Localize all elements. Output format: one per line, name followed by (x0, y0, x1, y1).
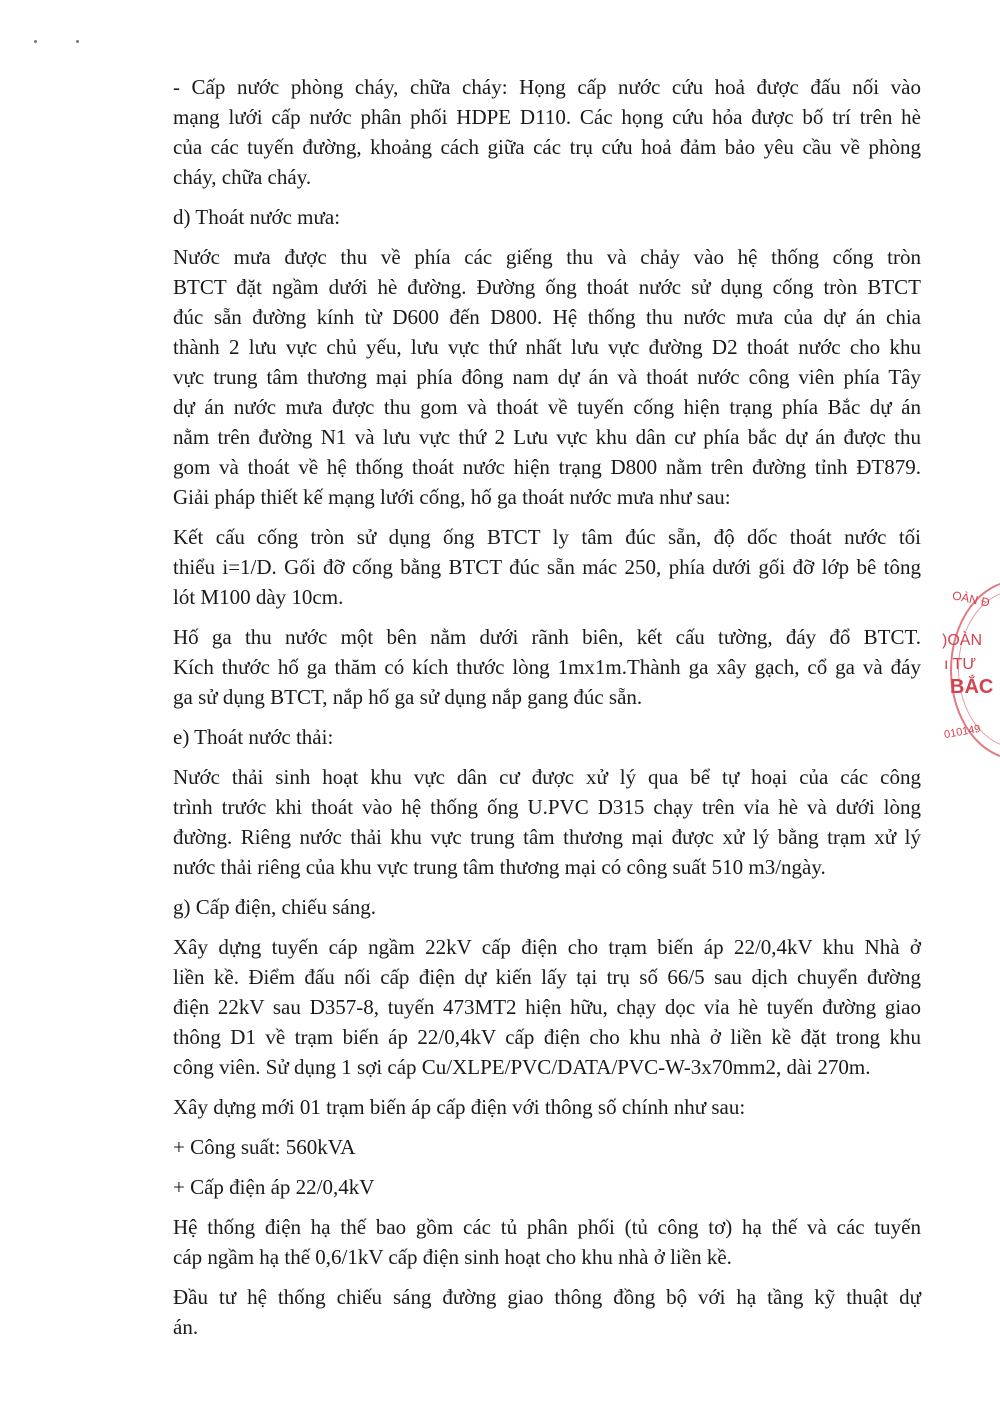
list-item-voltage: + Cấp điện áp 22/0,4kV (173, 1175, 375, 1199)
stamp-text: )OÀN (942, 632, 982, 649)
stamp-text: BẮC (950, 676, 994, 698)
stamp-text: 010149 (943, 722, 982, 742)
document-body (124, 72, 921, 1342)
text-line: cháy, chữa cháy. (173, 165, 312, 189)
text-line: ga sử dụng BTCT, nắp hố ga sử dụng nắp gang đúc sẵn. (173, 685, 643, 709)
scan-speck (34, 40, 37, 43)
text-line: nước thải riêng của khu vực trung tâm thương mại có công suất 510 m3/ngày. (173, 855, 826, 879)
text-line: nằm trên đường N1 và lưu vực thứ 2 Lưu vực khu dân cư phía bắc dự án được thu (173, 425, 921, 449)
paragraph-power-cable (124, 932, 921, 1082)
stamp-text: ı TƯ (944, 656, 977, 673)
heading-rainwater-drainage: d) Thoát nước mưa: (173, 205, 341, 229)
text-line: thiểu i=1/D. Gối đỡ cống bằng BTCT đúc sẵn mác 250, phía dưới gối đỡ lớp bê tông (173, 555, 921, 579)
text-line: cáp ngầm hạ thế 0,6/1kV cấp điện sinh hoạt cho khu nhà ở liền kề. (173, 1245, 732, 1269)
paragraph-pipe-structure (124, 522, 921, 612)
stamp-text: OÀN Đ (950, 588, 992, 610)
paragraph-new-substation: Xây dựng mới 01 trạm biến áp cấp điện với thông số chính như sau: (173, 1095, 746, 1119)
paragraph-fire-water-supply (124, 72, 921, 192)
text-line: Kích thước hố ga thăm có kích thước lòng 1mx1m.Thành ga xây gạch, cổ ga và đáy (173, 655, 921, 679)
heading-wastewater-drainage: e) Thoát nước thải: (173, 725, 334, 749)
text-line: mạng lưới cấp nước phân phối HDPE D110. Các họng cứu hỏa được bố trí trên hè (173, 105, 921, 129)
text-line: Nước thải sinh hoạt khu vực dân cư được xử lý qua bể tự hoại của các công (173, 765, 921, 789)
list-item-capacity: + Công suất: 560kVA (173, 1135, 356, 1159)
text-line: liền kề. Điểm đấu nối cấp điện dự kiến lấy tại trụ số 66/5 sau dịch chuyển đường (173, 965, 921, 989)
text-line: thành 2 lưu vực chủ yếu, lưu vực thứ nhất lưu vực đường D2 thoát nước cho khu (173, 335, 921, 359)
text-line: đường. Riêng nước thải khu vực trung tâm thương mại được xử lý bằng trạm xử lý (173, 825, 921, 849)
text-line: thông D1 về trạm biến áp 22/0,4kV cấp điện cho khu nhà ở liền kề đặt trong khu (173, 1025, 921, 1049)
text-line: trình trước khi thoát vào hệ thống ống U.PVC D315 chạy trên vỉa hè và dưới lòng (173, 795, 921, 819)
text-line: lót M100 dày 10cm. (173, 585, 344, 609)
paragraph-street-lighting (124, 1282, 921, 1342)
text-line: - Cấp nước phòng cháy, chữa cháy: Họng cấp nước cứu hoả được đấu nối vào (173, 75, 921, 99)
text-line: BTCT đặt ngầm dưới hè đường. Đường ống thoát nước sử dụng cống tròn BTCT (173, 275, 921, 299)
text-line: điện 22kV sau D357-8, tuyến 473MT2 hiện hữu, chạy dọc vỉa hè tuyến đường giao (173, 995, 921, 1019)
text-line: của các tuyến đường, khoảng cách giữa các trụ cứu hoả đảm bảo yêu cầu về phòng (173, 135, 921, 159)
text-line: Hệ thống điện hạ thế bao gồm các tủ phân phối (tủ công tơ) hạ thế và các tuyến (173, 1215, 921, 1239)
paragraph-wastewater (124, 762, 921, 882)
text-line: công viên. Sử dụng 1 sợi cáp Cu/XLPE/PVC/DATA/PVC-W-3x70mm2, dài 270m. (173, 1055, 871, 1079)
text-line: Hố ga thu nước một bên nằm dưới rãnh biên, kết cấu tường, đáy đổ BTCT. (173, 625, 921, 649)
text-line: Đầu tư hệ thống chiếu sáng đường giao thông đồng bộ với hạ tầng kỹ thuật dự (173, 1285, 921, 1309)
paragraph-manholes (124, 622, 921, 712)
text-line: Nước mưa được thu về phía các giếng thu và chảy vào hệ thống cống tròn (173, 245, 921, 269)
text-line: Kết cấu cống tròn sử dụng ống BTCT ly tâm đúc sẵn, độ dốc thoát nước tối (173, 525, 921, 549)
text-line: gom và thoát về hệ thống thoát nước hiện trạng D800 nằm trên đường tỉnh ĐT879. (173, 455, 921, 479)
scan-speck (76, 40, 79, 43)
text-line: Xây dựng tuyến cáp ngầm 22kV cấp điện cho trạm biến áp 22/0,4kV khu Nhà ở (173, 935, 921, 959)
heading-power-lighting: g) Cấp điện, chiếu sáng. (173, 895, 376, 919)
text-line: án. (173, 1315, 199, 1339)
paragraph-rainwater-system (124, 242, 921, 512)
paragraph-low-voltage (124, 1212, 921, 1272)
company-stamp (942, 578, 1000, 778)
text-line: đúc sẵn đường kính từ D600 đến D800. Hệ thống thu nước mưa của dự án chia (173, 305, 921, 329)
text-line: Giải pháp thiết kế mạng lưới cống, hố ga thoát nước mưa như sau: (173, 485, 731, 509)
text-line: dự án nước mưa được thu gom và thoát về tuyến cống hiện trạng phía Bắc dự án (173, 395, 921, 419)
text-line: vực trung tâm thương mại phía đông nam dự án và thoát nước công viên phía Tây (173, 365, 921, 389)
